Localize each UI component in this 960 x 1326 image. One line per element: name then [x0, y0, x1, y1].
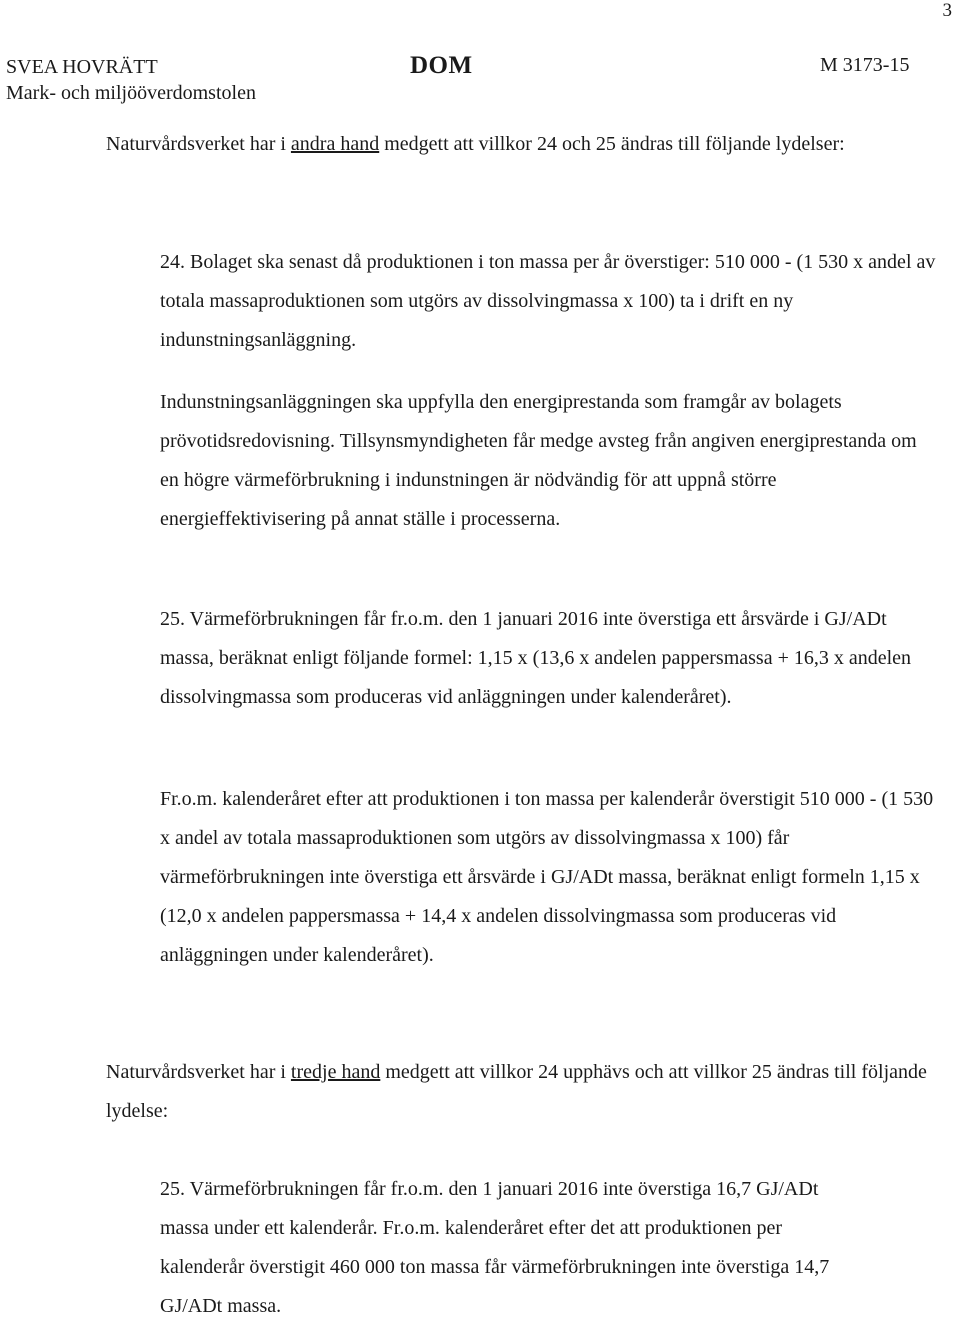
case-number: M 3173-15 [820, 54, 910, 76]
condition-25-alt-paragraph: 25. Värmeförbrukningen får fr.o.m. den 1 januari 2016 inte överstiga 16,7 GJ/ADt massa under ett kalenderår. Fr.o.m. kalenderåret efter det att produktionen per kalenderår överstigit 460 000 ton massa får värmeförbrukningen inte överstiga 14,7 GJ/ADt massa. [160, 1178, 830, 1317]
intro2-paragraph [106, 1053, 936, 1131]
intro-text-before: Naturvårdsverket har i [106, 133, 291, 155]
condition-25-paragraph-2: Fr.o.m. kalenderåret efter att produktionen i ton massa per kalenderår överstigit 510 000 - (1 530 x andel av totala massaproduktionen som utgörs av dissolvingmassa x 100) får värmeförbrukningen inte överstiga ett årsvärde i GJ/ADt massa, beräknat enligt formeln 1,15 x (12,0 x andelen pappersmassa + 14,4 x andelen dissolvingmassa som produceras vid anläggningen under kalenderåret). [160, 788, 934, 966]
court-name: SVEA HOVRÄTT [6, 56, 158, 78]
document-type: DOM [410, 52, 473, 79]
header-court-block [6, 54, 256, 106]
condition-25-paragraph-1: 25. Värmeförbrukningen får fr.o.m. den 1 januari 2016 inte överstiga ett årsvärde i GJ/ADt massa, beräknat enligt följande formel: 1,15 x (13,6 x andelen pappersmassa + 16,3 x andelen dissolvingmassa som produceras vid anläggningen under kalenderåret). [160, 608, 912, 708]
intro-paragraph [106, 125, 936, 164]
condition-24-paragraph-1: 24. Bolaget ska senast då produktionen i ton massa per år överstiger: 510 000 - (1 530 x andel av totala massaproduktionen som utgörs av dissolvingmassa x 100) ta i drift en ny indunstningsanläggning. [160, 251, 936, 351]
intro-text-after: medgett att villkor 24 och 25 ändras till följande lydelser: [379, 133, 845, 155]
division-name: Mark- och miljööverdomstolen [6, 82, 256, 104]
intro2-text-before: Naturvårdsverket har i [106, 1061, 291, 1083]
intro2-emphasis: tredje hand [290, 1061, 381, 1083]
intro2-text-after: medgett att villkor 24 upphävs och att villkor 25 ändras till följande lydelse: [106, 1061, 927, 1122]
condition-24-paragraph-2: Indunstningsanläggningen ska uppfylla den energiprestanda som framgår av bolagets prövotidsredovisning. Tillsynsmyndigheten får medge avsteg från angiven energiprestanda om en högre värmeförbrukning i indunstningen är nödvändig för att uppnå större energieffektivisering på annat ställe i processerna. [160, 391, 917, 530]
intro-emphasis: andra hand [290, 133, 380, 155]
page-number: 3 [942, 0, 952, 21]
